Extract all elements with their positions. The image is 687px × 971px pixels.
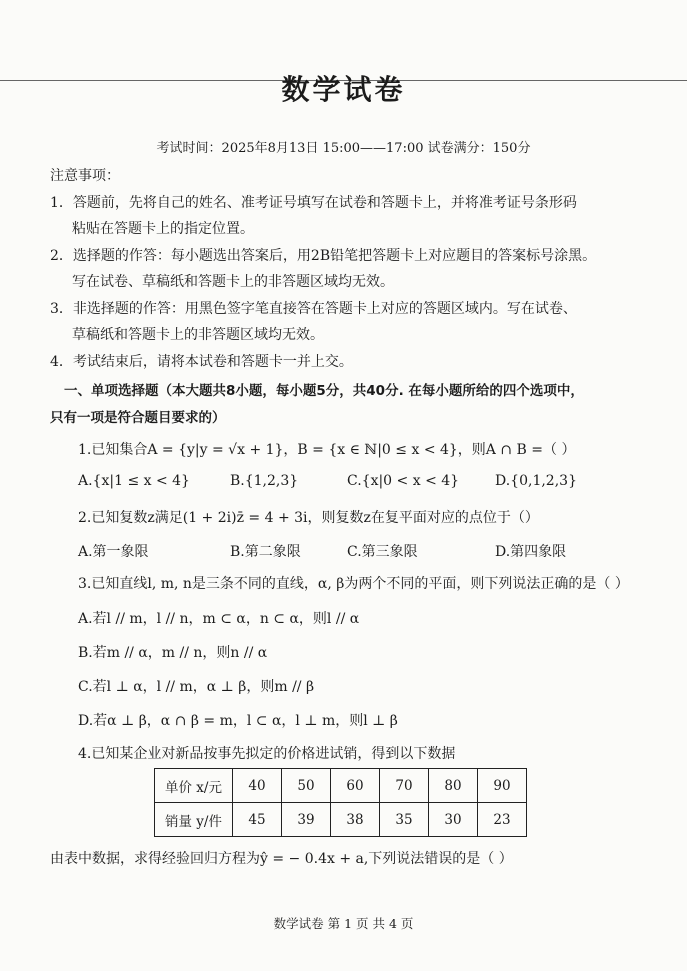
table-row-label: 单价 x/元 (155, 769, 233, 803)
question-2-option-a: A.第一象限 (78, 544, 149, 560)
table-cell: 50 (282, 769, 331, 803)
question-3-option-c: C.若l ⊥ α，l // m，α ⊥ β，则m // β (78, 679, 315, 695)
table-row-label: 销量 y/件 (155, 803, 233, 837)
notice-line: 写在试卷、草稿纸和答题卡上的非答题区域均无效。 (72, 274, 394, 290)
notice-line: 2．选择题的作答：每小题选出答案后，用2B铅笔把答题卡上对应题目的答案标号涂黑。 (50, 248, 597, 264)
question-2-option-d: D.第四象限 (495, 544, 567, 560)
notice-line: 粘贴在答题卡上的指定位置。 (72, 221, 254, 237)
table-cell: 70 (380, 769, 429, 803)
notice-heading: 注意事项： (50, 168, 120, 184)
page-title: 数学试卷 (281, 73, 406, 106)
question-4-stem: 4.已知某企业对新品按事先拟定的价格进试销，得到以下数据 (78, 746, 456, 762)
page-footer: 数学试卷 第 1 页 共 4 页 (273, 916, 414, 931)
table-row (155, 803, 527, 837)
question-1-option-d: D.{0,1,2,3} (495, 473, 577, 489)
question-1-option-c: C.{x|0 < x < 4} (347, 473, 460, 489)
table-cell: 45 (233, 803, 282, 837)
question-3-option-d: D.若α ⊥ β，α ∩ β = m，l ⊂ α，l ⊥ m，则l ⊥ β (78, 713, 398, 729)
notice-line: 4．考试结束后，请将本试卷和答题卡一并上交。 (50, 354, 353, 370)
question-2-stem: 2.已知复数z满足(1 + 2i)z̄ = 4 + 3i，则复数z在复平面对应的点位于（） (78, 510, 539, 526)
table-cell: 80 (429, 769, 478, 803)
question-3-stem: 3.已知直线l, m, n是三条不同的直线，α, β为两个不同的平面，则下列说法正确的是（ ） (78, 576, 629, 592)
notice-line: 草稿纸和答题卡上的非答题区域均无效。 (72, 327, 324, 343)
question-2-option-b: B.第二象限 (230, 544, 301, 560)
question-1-stem: 1.已知集合A = {y|y = √x + 1}，B = {x ∈ ℕ|0 ≤ x < 4}，则A ∩ B =（ ） (78, 442, 576, 458)
table-cell: 40 (233, 769, 282, 803)
table-cell: 35 (380, 803, 429, 837)
question-3-option-b: B.若m // α，m // n，则n // α (78, 645, 268, 661)
question-3-option-a: A.若l // m，l // n，m ⊂ α，n ⊂ α，则l // α (78, 611, 360, 627)
section-heading-cont: 只有一项是符合题目要求的） (50, 410, 226, 426)
table-cell: 60 (331, 769, 380, 803)
table-row (155, 769, 527, 803)
notice-line: 1．答题前，先将自己的姓名、准考证号填写在试卷和答题卡上，并将准考证号条形码 (50, 195, 577, 211)
question-2-option-c: C.第三象限 (347, 544, 418, 560)
price-sales-table (154, 768, 527, 837)
table-cell: 90 (478, 769, 527, 803)
exam-info: 考试时间：2025年8月13日 15:00——17:00 试卷满分：150分 (156, 141, 531, 156)
notice-line: 3．非选择题的作答：用黑色签字笔直接答在答题卡上对应的答题区域内。写在试卷、 (50, 301, 577, 317)
table-cell: 30 (429, 803, 478, 837)
question-4-followup: 由表中数据，求得经验回归方程为ŷ = − 0.4x + a,下列说法错误的是（ ） (50, 851, 513, 867)
question-1-option-a: A.{x|1 ≤ x < 4} (78, 473, 190, 489)
question-1-option-b: B.{1,2,3} (230, 473, 299, 489)
table-cell: 39 (282, 803, 331, 837)
section-heading: 一、单项选择题（本大题共8小题，每小题5分，共40分. 在每小题所给的四个选项中， (64, 383, 584, 399)
table-cell: 38 (331, 803, 380, 837)
table-cell: 23 (478, 803, 527, 837)
